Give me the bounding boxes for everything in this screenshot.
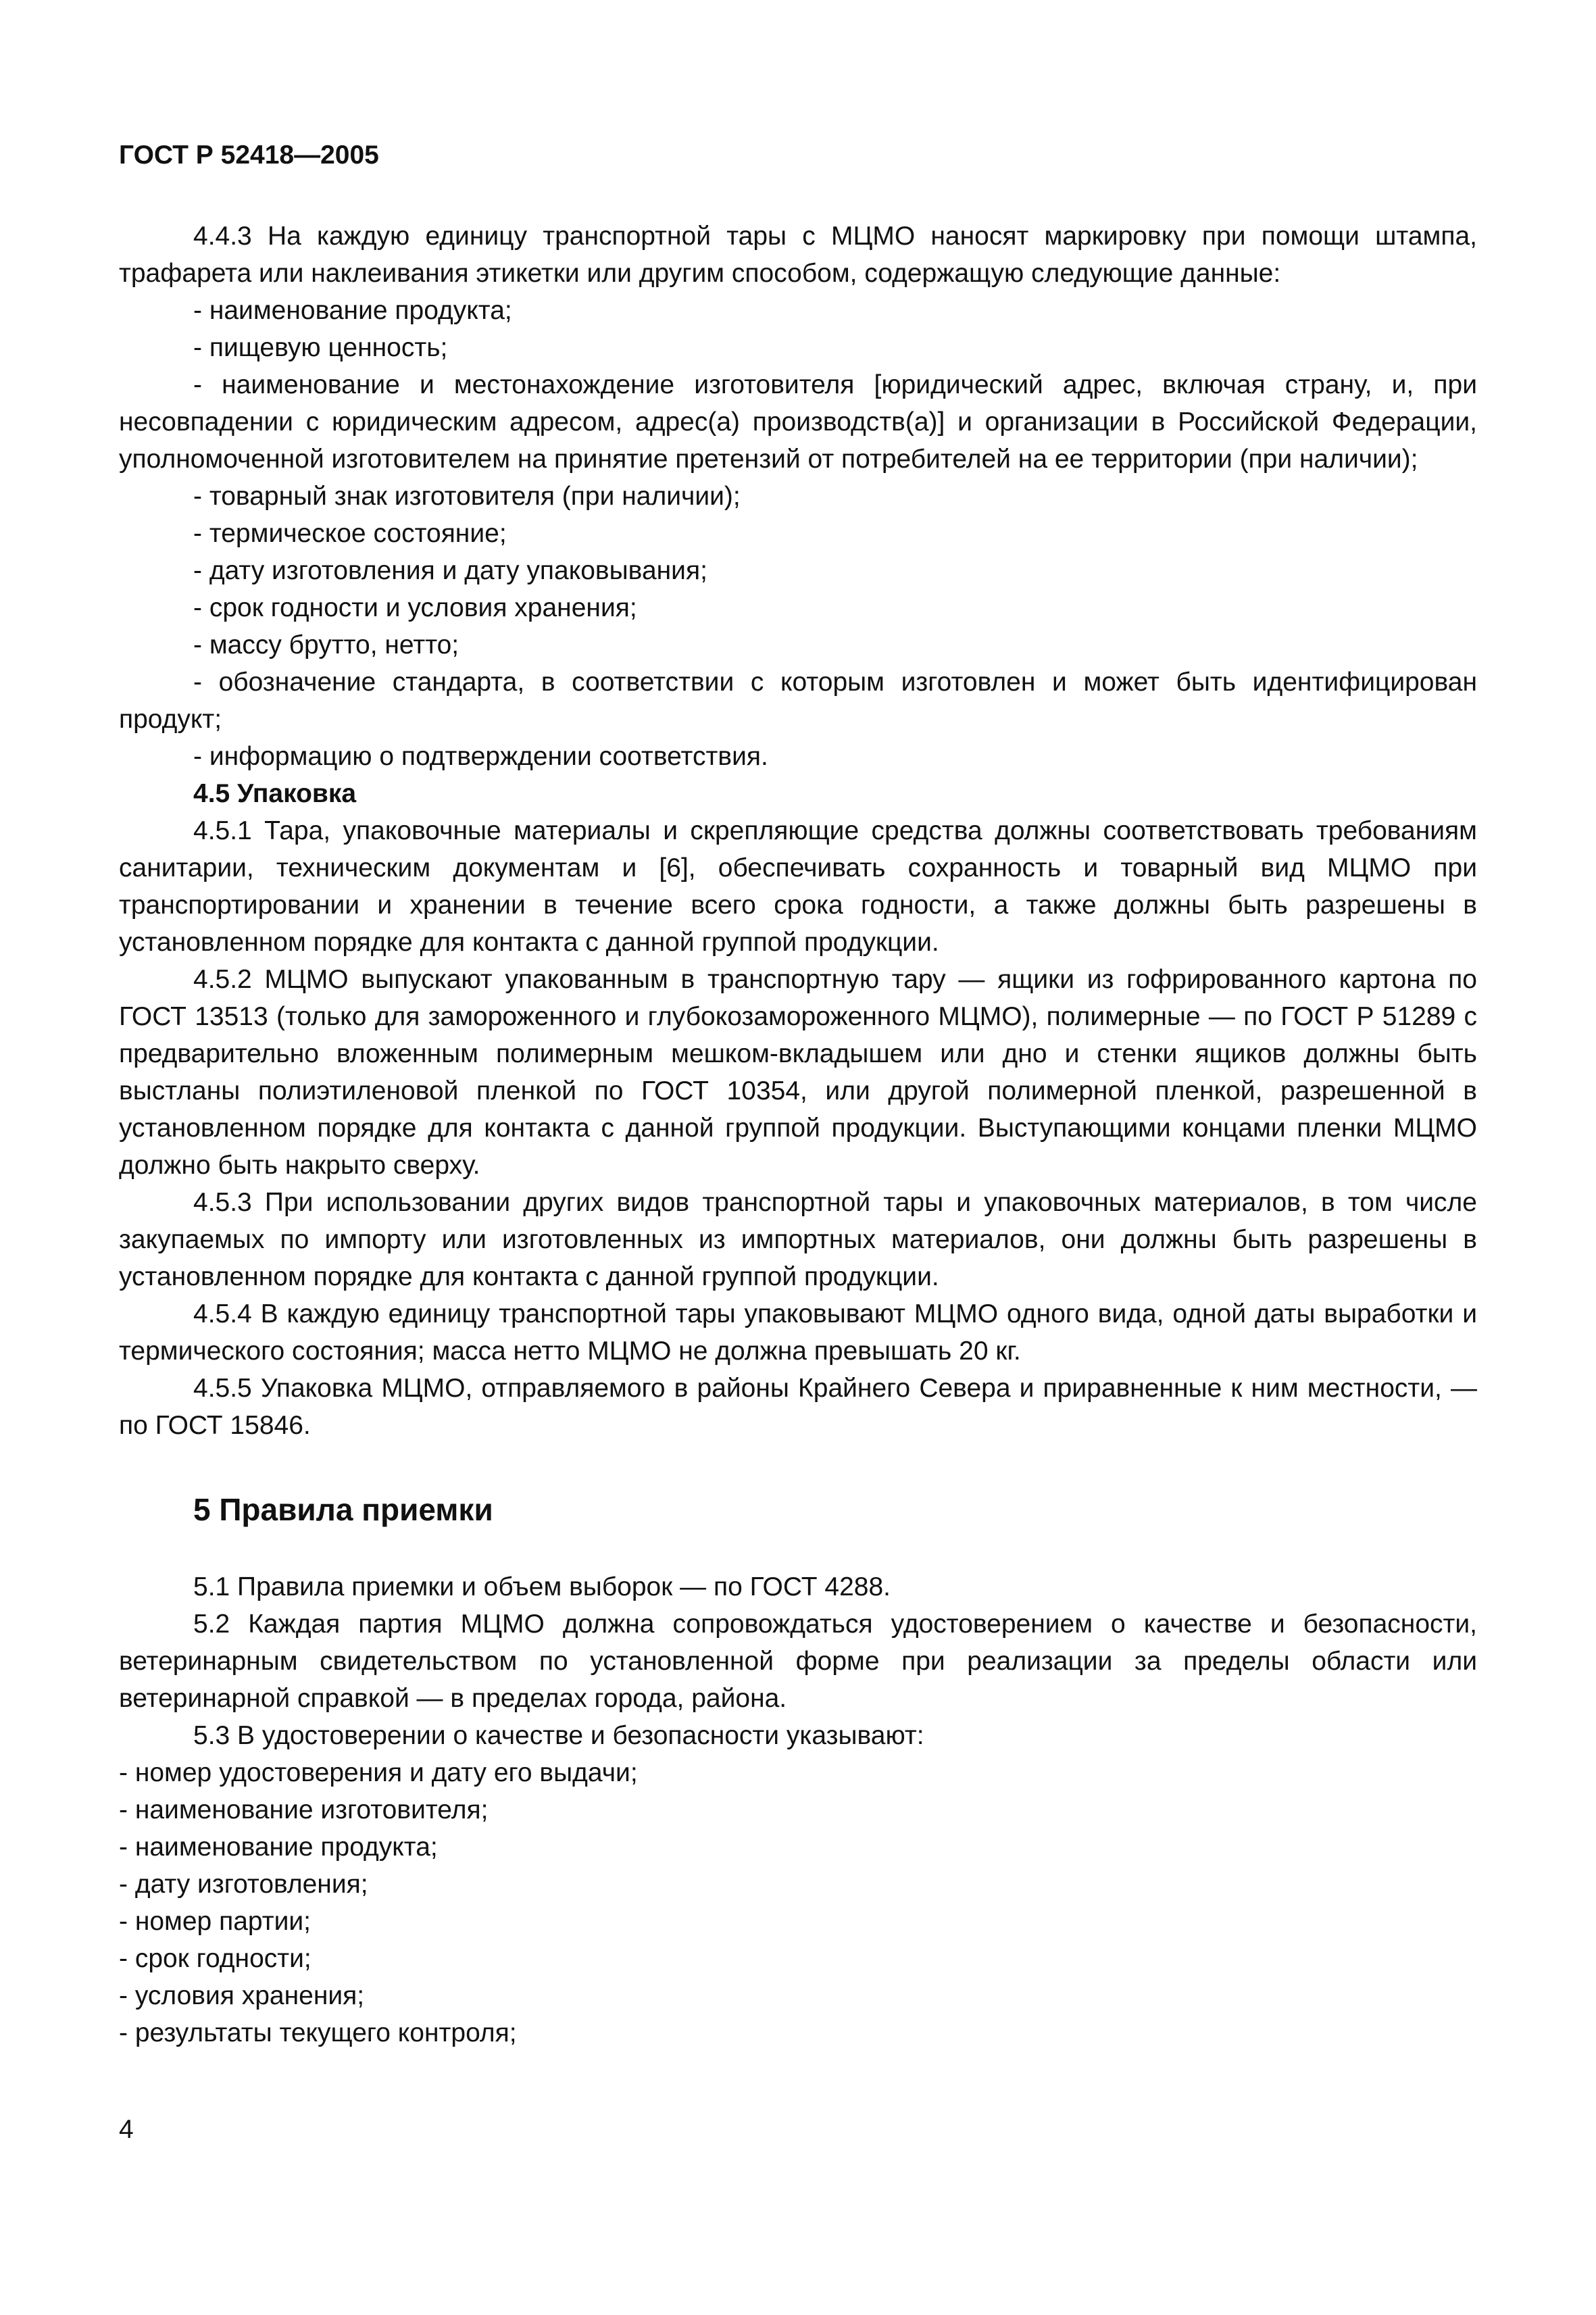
list-item: - товарный знак изготовителя (при наличии); [193,482,741,511]
document-header: ГОСТ Р 52418—2005 [119,141,379,170]
list-item: - дату изготовления и дату упаковывания; [193,556,707,585]
list-item: - массу брутто, нетто; [193,630,459,659]
paragraph-4-4-3: 4.4.3 На каждую единицу транспортной тары с МЦМО наносят маркировку при помощи штампа, трафарета или наклеивания этикетки или другим способом, содержащую следующие данные: [119,222,1477,288]
paragraph-5-3: 5.3 В удостоверении о качестве и безопасности указывают: [193,1721,924,1750]
list-item: - пищевую ценность; [193,333,448,362]
list-item: - термическое состояние; [193,519,507,548]
list-item: - информацию о подтверждении соответствия. [193,742,768,771]
paragraph-5-2: 5.2 Каждая партия МЦМО должна сопровождаться удостоверением о качестве и безопасности, ветеринарным свидетельством по установленной форме при реализации за пределы области или ветеринарной справкой — в пределах города, района. [119,1610,1477,1713]
paragraph-4-5-3: 4.5.3 При использовании других видов транспортной тары и упаковочных материалов, в том числе закупаемых по импорту или изготовленных из импортных материалов, они должны быть разрешены в установленном порядке для контакта с данной группой продукции. [119,1188,1477,1291]
list-item: - наименование продукта; [119,1833,438,1862]
list-item: - условия хранения; [119,1981,365,2010]
paragraph-4-5-1: 4.5.1 Тара, упаковочные материалы и скрепляющие средства должны соответствовать требованиям санитарии, техническим документам и [6], обеспечивать сохранность и товарный вид МЦМО при транспортировании и хранении в течение всего срока годности, а также должны быть разрешены в установленном порядке для контакта с данной группой продукции. [119,816,1477,957]
list-item-long: - обозначение стандарта, в соответствии с которым изготовлен и может быть идентифицирован продукт; [119,668,1477,734]
subsection-title-4-5: 4.5 Упаковка [193,779,357,808]
page-number: 4 [119,2115,134,2144]
list-item: - номер удостоверения и дату его выдачи; [119,1758,638,1787]
list-item: - результаты текущего контроля; [119,2018,517,2047]
list-item: - срок годности; [119,1944,311,1973]
section-title-5: 5 Правила приемки [193,1492,493,1527]
paragraph-4-5-5: 4.5.5 Упаковка МЦМО, отправляемого в районы Крайнего Севера и приравненные к ним местности, — по ГОСТ 15846. [119,1374,1477,1440]
list-item: - наименование продукта; [193,296,512,325]
paragraph-5-1: 5.1 Правила приемки и объем выборок — по ГОСТ 4288. [193,1572,891,1601]
paragraph-4-5-2: 4.5.2 МЦМО выпускают упакованным в транспортную тару — ящики из гофрированного картона по ГОСТ 13513 (только для замороженного и глубокозамороженного МЦМО), полимерные — по ГОСТ Р 51289 с предварительно вложенным полимерным мешком-вкладышем или дно и стенки ящиков должны быть выстланы полиэтиленовой пленкой по ГОСТ 10354, или другой полимерной пленкой, разрешенной в установленном порядке для контакта с данной группой продукции. Выступающими концами пленки МЦМО должно быть накрыто сверху. [119,965,1477,1180]
list-item: - срок годности и условия хранения; [193,593,637,622]
page-content [119,218,1477,2051]
list-item: - наименование изготовителя; [119,1795,489,1824]
list-item: - номер партии; [119,1907,311,1936]
list-item: - дату изготовления; [119,1870,368,1899]
paragraph-4-5-4: 4.5.4 В каждую единицу транспортной тары упаковывают МЦМО одного вида, одной даты выработки и термического состояния; масса нетто МЦМО не должна превышать 20 кг. [119,1299,1477,1366]
list-item-long: - наименование и местонахождение изготовителя [юридический адрес, включая страну, и, при несовпадении с юридическим адресом, адрес(а) производств(а)] и организации в Российской Федерации, уполномоченной изготовителем на принятие претензий от потребителей на ее территории (при наличии); [119,370,1477,474]
